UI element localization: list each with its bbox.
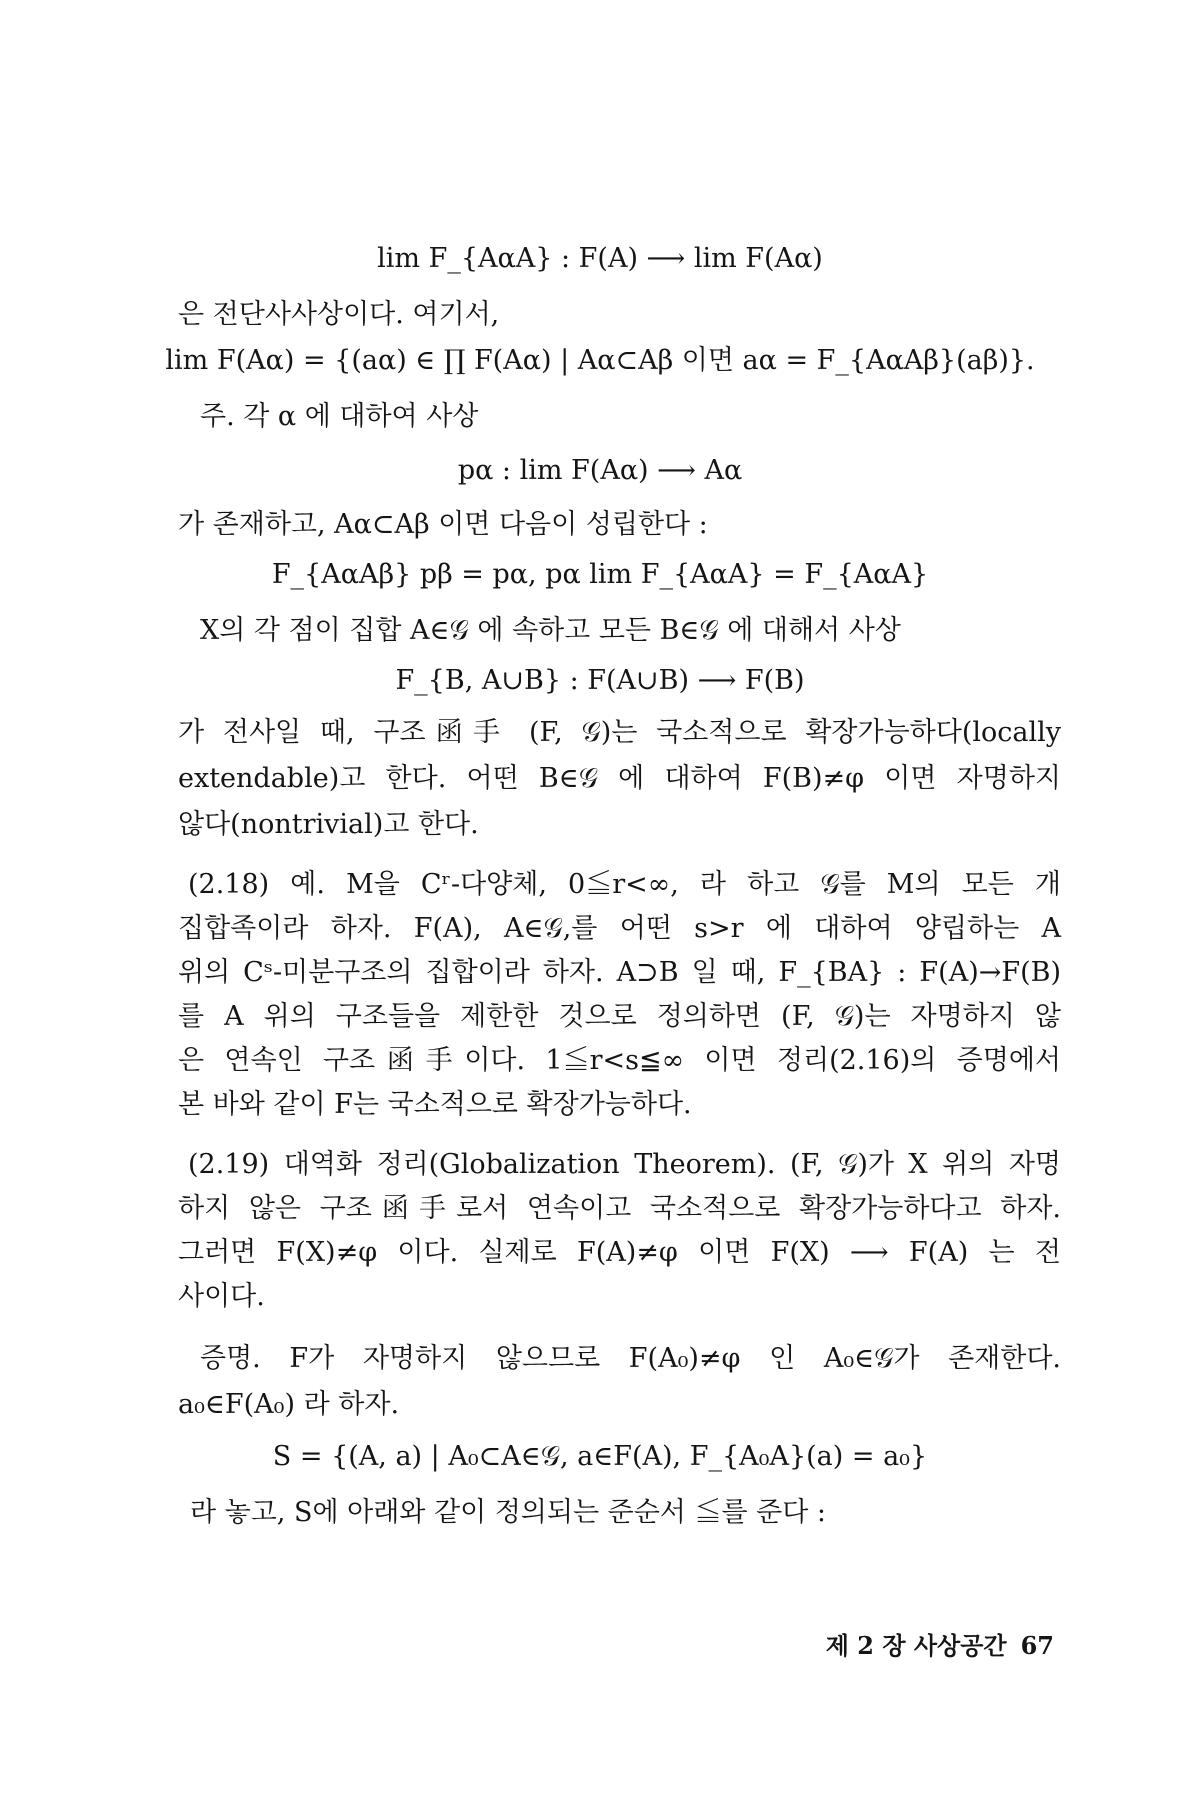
theorem-2-19-line: 하지 않은 구조函手로서 연속이고 국소적으로 확장가능하다고 하자.	[178, 1193, 1061, 1224]
note-line: 주. 각 α 에 대하여 사상	[200, 401, 479, 432]
text-line: 가 존재하고, Aα⊂Aβ 이면 다음이 성립한다 :	[178, 509, 708, 540]
theorem-2-19-line: 그러면 F(X)≠φ 이다. 실제로 F(A)≠φ 이면 F(X) ⟶ F(A) 는 전	[178, 1237, 1061, 1268]
example-2-18-line: 를 A 위의 구조들을 제한한 것으로 정의하면 (F, 𝒢)는 자명하지 않	[178, 1001, 1061, 1032]
chapter-title: 제 2 장 사상공간	[825, 1631, 1007, 1660]
text-line: 가 전사일 때, 구조函手 (F, 𝒢)는 국소적으로 확장가능하다(locally	[178, 717, 1061, 748]
equation-compatibility: F_{AαAβ} pβ = pα, pα lim F_{AαA} = F_{AαA}	[271, 559, 929, 590]
theorem-2-19-line: (2.19) 대역화 정리(Globalization Theorem). (F, 𝒢)가 X 위의 자명	[188, 1149, 1061, 1180]
example-2-18-line: 은 연속인 구조函手이다. 1≦r<s≦∞ 이면 정리(2.16)의 증명에서	[178, 1045, 1061, 1076]
example-2-18-line: 위의 Cˢ-미분구조의 집합이라 하자. A⊃B 일 때, F_{BA} : F(A)→F(B)	[178, 957, 1061, 988]
example-2-18-line: (2.18) 예. M을 Cʳ-다양체, 0≦r<∞, 라 하고 𝒢를 M의 모든 개	[188, 869, 1061, 900]
text-line: 은 전단사사상이다. 여기서,	[178, 299, 500, 330]
text-line: extendable)고 한다. 어떤 B∈𝒢 에 대하여 F(B)≠φ 이면 자명하지	[178, 763, 1061, 794]
equation-inverse-limit-definition: lim F(Aα) = {(aα) ∈ ∏ F(Aα) | Aα⊂Aβ 이면 aα = F_{AαAβ}(aβ)}.	[165, 345, 1035, 376]
equation-inverse-limit-map: lim F_{AαA} : F(A) ⟶ lim F(Aα)	[377, 243, 823, 274]
proof-line: 증명. F가 자명하지 않으므로 F(A₀)≠φ 인 A₀∈𝒢가 존재한다.	[200, 1343, 1061, 1374]
example-2-18-line: 본 바와 같이 F는 국소적으로 확장가능하다.	[178, 1089, 692, 1120]
theorem-2-19-line: 사이다.	[178, 1281, 265, 1312]
equation-set-s: S = {(A, a) | A₀⊂A∈𝒢, a∈F(A), F_{A₀A}(a) = a₀}	[272, 1441, 928, 1472]
equation-restriction: F_{B, A∪B} : F(A∪B) ⟶ F(B)	[395, 665, 805, 696]
page-number: 67	[1020, 1631, 1054, 1660]
example-2-18-line: 집합족이라 하자. F(A), A∈𝒢,를 어떤 s>r 에 대하여 양립하는 A	[178, 913, 1061, 944]
text-line: X의 각 점이 집합 A∈𝒢 에 속하고 모든 B∈𝒢 에 대해서 사상	[200, 615, 901, 646]
proof-line: 라 놓고, S에 아래와 같이 정의되는 준순서 ≦를 준다 :	[190, 1497, 826, 1528]
proof-line: a₀∈F(A₀) 라 하자.	[178, 1389, 400, 1420]
page-footer	[826, 1626, 1054, 1661]
text-line: 않다(nontrivial)고 한다.	[178, 809, 479, 840]
equation-projection: pα : lim F(Aα) ⟶ Aα	[457, 455, 743, 486]
